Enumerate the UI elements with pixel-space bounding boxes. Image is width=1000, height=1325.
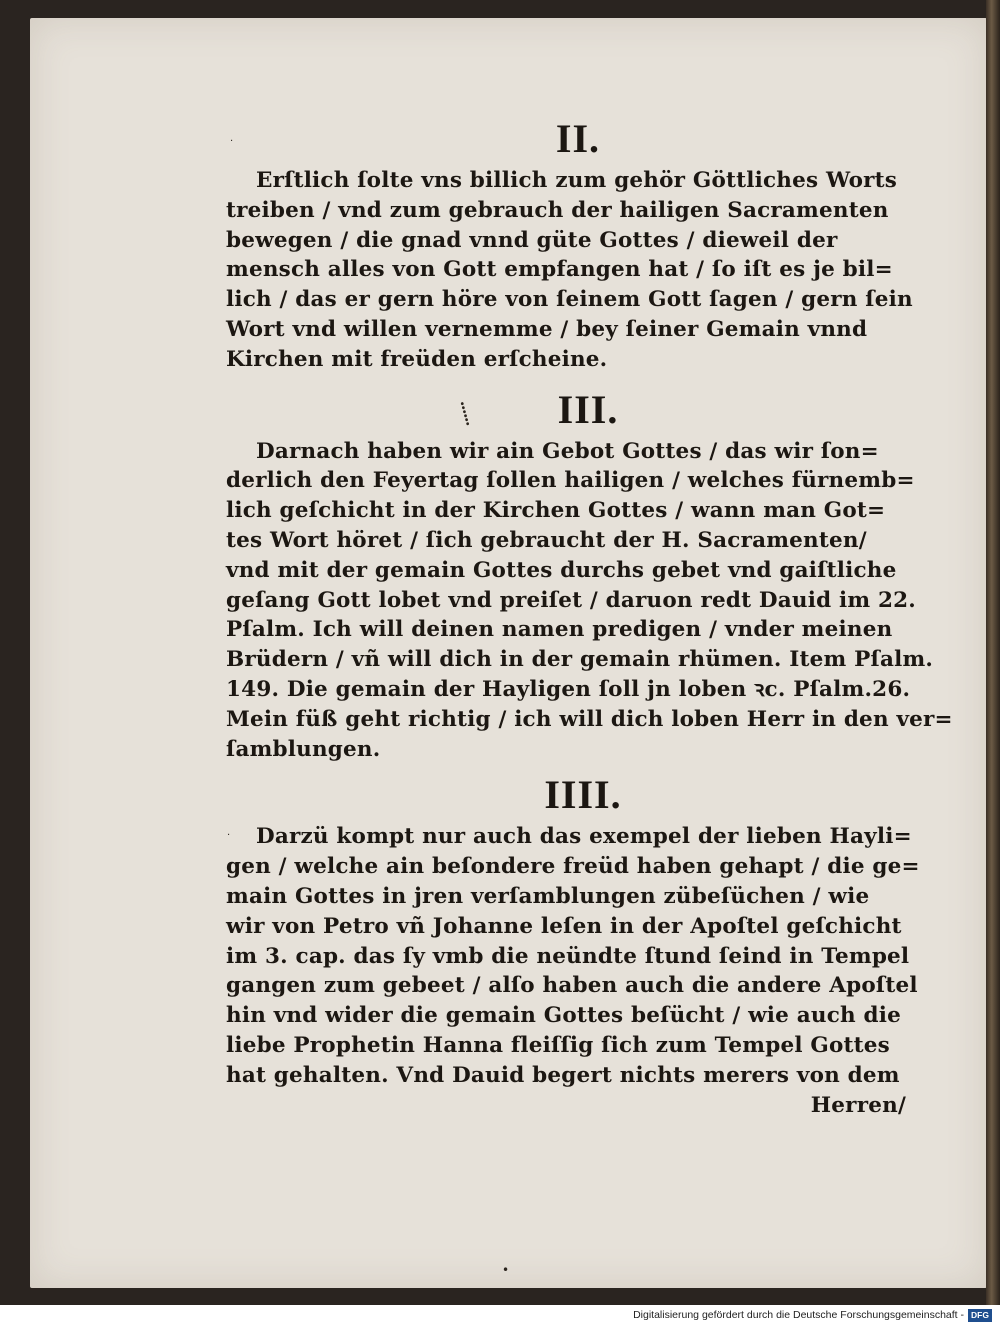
text-line: geſang Gott lobet vnd preiſet / daruon redt Dauid im 22. — [226, 587, 916, 613]
text-line: Brüdern / vñ will dich in der gemain rhümen. Item Pſalm. — [226, 647, 934, 673]
text-line: gangen zum gebeet / alſo haben auch die andere Apoſtel — [226, 973, 918, 999]
paragraph — [226, 166, 913, 375]
text-line: main Gottes in jren verſamblungen zübeſüchen / wie — [226, 883, 870, 909]
text-line: hat gehalten. Vnd Dauid begert nichts merers von dem — [226, 1062, 900, 1088]
text-line: mensch alles von Gott empfangen hat / ſo iſt es je bil= — [226, 257, 893, 283]
text-line: Kirchen mit freüden erſcheine. — [226, 346, 608, 372]
text-line: treiben / vnd zum gebrauch der hailigen Sacramenten — [226, 197, 889, 223]
text-line: Darnach haben wir ain Gebot Gottes / das wir ſon= — [256, 438, 879, 464]
funding-credit: Digitalisierung gefördert durch die Deutsche Forschungsgemeinschaft - — [633, 1309, 964, 1321]
text-line: im 3. cap. das ſy vmb die neündte ſtund ſeind in Tempel — [226, 943, 910, 969]
text-line: liebe Prophetin Hanna fleiſſig ſich zum Tempel Gottes — [226, 1032, 890, 1058]
text-line: ſamblungen. — [226, 736, 381, 762]
book-edge — [986, 0, 1000, 1305]
ink-speck: • — [502, 1263, 510, 1277]
text-line: vnd mit der gemain Gottes durchs gebet vnd gaiſtliche — [226, 557, 897, 583]
ink-speck: · — [230, 136, 234, 147]
catchword: Herren/ — [810, 1092, 906, 1118]
ink-speck: · — [227, 830, 231, 841]
page-text — [226, 112, 953, 1120]
text-line: lich / das er gern höre von ſeinem Gott ſagen / gern ſein — [226, 287, 913, 313]
text-line: tes Wort höret / ſich gebraucht der H. Sacramenten/ — [226, 527, 867, 553]
text-line: wir von Petro vñ Johanne leſen in der Apoſtel geſchicht — [226, 913, 902, 939]
text-line: bewegen / die gnad vnnd güte Gottes / dieweil der — [226, 227, 838, 253]
text-line: 149. Die gemain der Hayligen ſoll jn loben ꝛc. Pſalm.26. — [226, 676, 911, 702]
text-line: derlich den Feyertag ſollen hailigen / welches fürnemb= — [226, 468, 915, 494]
text-line: Erſtlich ſolte vns billich zum gehör Göttliches Worts — [256, 168, 898, 193]
text-line: hin vnd wider die gemain Gottes beſücht / wie auch die — [226, 1003, 901, 1029]
dfg-logo: DFG — [968, 1309, 992, 1322]
paragraph — [226, 822, 920, 1120]
paragraph — [226, 437, 953, 765]
section-heading: II. — [555, 116, 601, 161]
text-line: gen / welche ain beſondere freüd haben gehapt / die ge= — [226, 854, 920, 880]
text-line: Darzü kompt nur auch das exempel der lieben Hayli= — [256, 824, 912, 850]
text-line: lich geſchicht in der Kirchen Gottes / wann man Got= — [226, 498, 886, 524]
text-line: Wort vnd willen vernemme / bey ſeiner Gemain vnnd — [226, 316, 868, 342]
section-heading: III. — [557, 386, 619, 432]
section-heading: IIII. — [544, 772, 622, 818]
text-line: Mein füß geht richtig / ich will dich loben Herr in den ver= — [226, 706, 953, 732]
footer — [0, 1305, 1000, 1325]
text-line: Pſalm. Ich will deinen namen predigen / vnder meinen — [226, 617, 893, 643]
ink-mark: ⸽ — [459, 401, 472, 428]
